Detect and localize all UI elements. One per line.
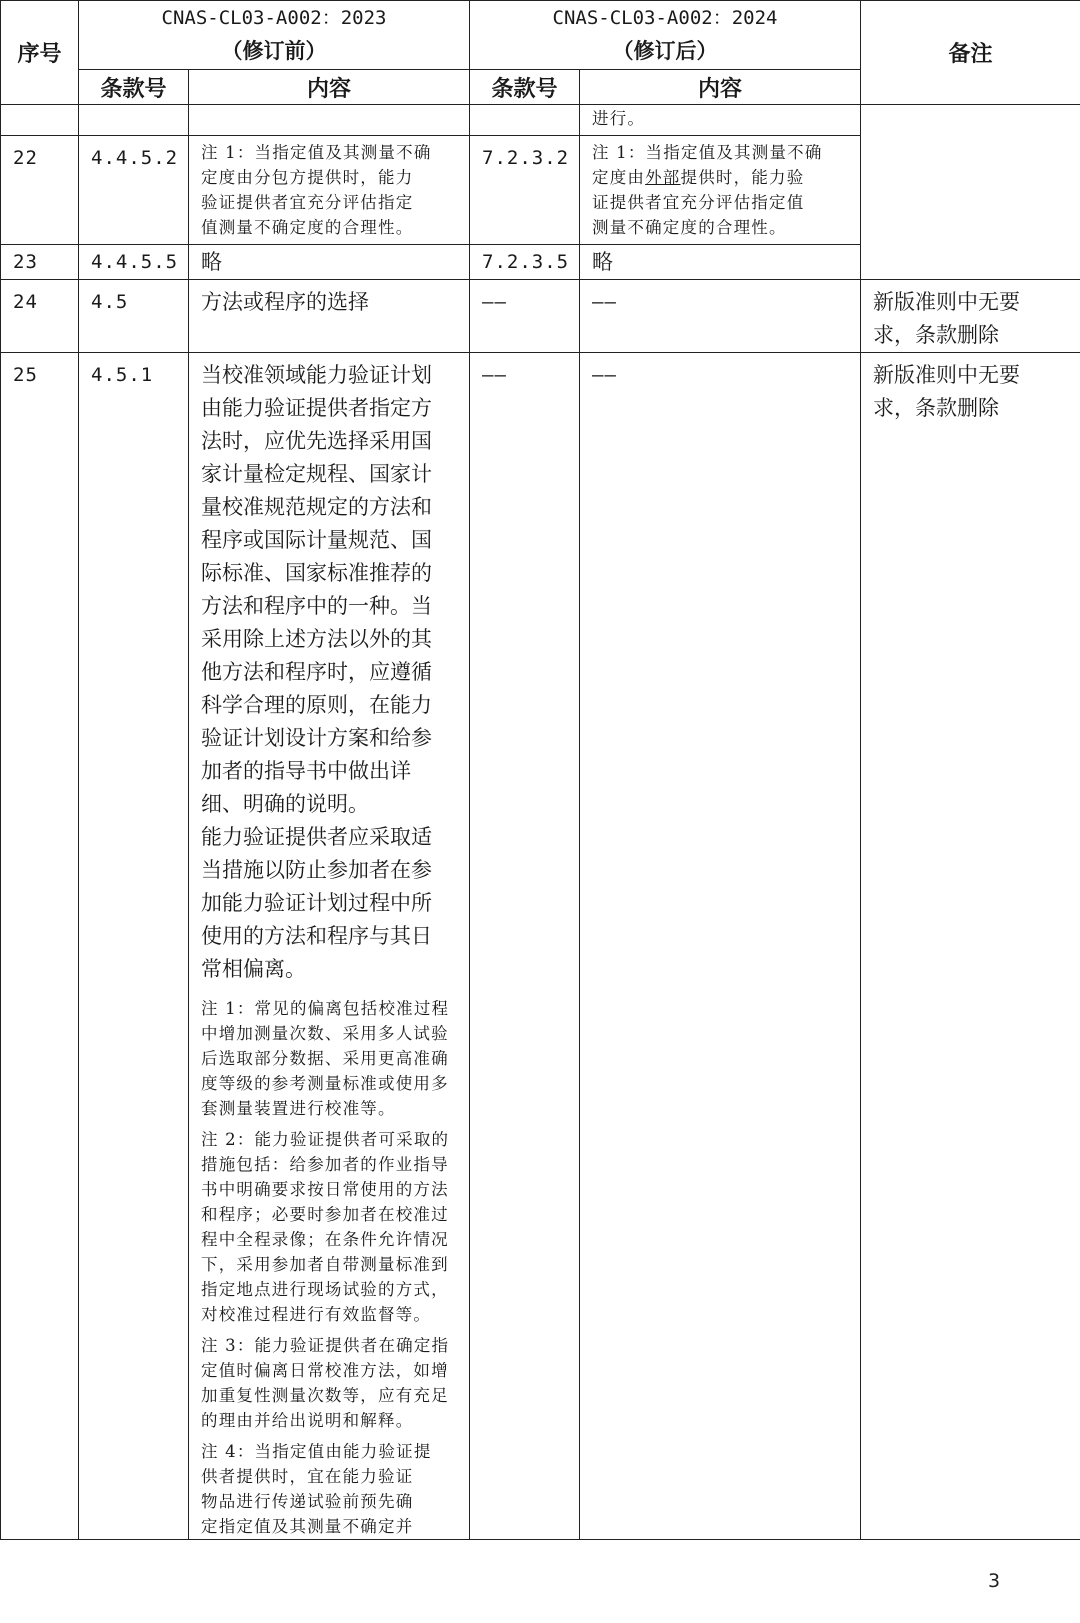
new-version-header — [470, 1, 861, 70]
note-3: 注 3：能力验证提供者在确定指 定值时偏离日常校准方法，如增 加重复性测量次数等，应有充足 的理由并给出说明和解释。 — [201, 1336, 450, 1430]
cont-old-clause — [79, 105, 189, 136]
row-seq: 22 — [1, 136, 79, 245]
continuation-row — [1, 105, 1080, 136]
row-old-content: 注 1：当指定值及其测量不确 定度由分包方提供时，能力 验证提供者宜充分评估指定 值测量不确定度的合理性。 — [189, 136, 470, 245]
row-seq: 24 — [1, 280, 79, 353]
row-old-content: 方法或程序的选择 — [189, 280, 470, 353]
row-old-clause: 4.5 — [79, 280, 189, 353]
row-new-content: 注 1：当指定值及其测量不确 定度由外部提供时，能力验 证提供者宜充分评估指定值 测量不确定度的合理性。 — [580, 136, 861, 245]
note-2: 注 2：能力验证提供者可采取的 措施包括：给参加者的作业指导 书中明确要求按日常使用的方法 和程序；必要时参加者在校准过 程中全程录像；在条件允许情况 下，采用参加者自带测量标准到 指定地点进行现场试验的方式， 对校准过程进行有效监督等。 — [201, 1130, 450, 1324]
cont-seq — [1, 105, 79, 136]
old-paragraph-2: 能力验证提供者应采取适 当措施以防止参加者在参 加能力验证计划过程中所 使用的方法和程序与其日 常相偏离。 — [201, 825, 432, 981]
row-old-content — [189, 353, 470, 1540]
old-clause-header: 条款号 — [79, 70, 189, 105]
old-version-subtitle: （修订前） — [221, 39, 327, 63]
row-new-content: 略 — [580, 245, 861, 280]
row-old-content: 略 — [189, 245, 470, 280]
page-number: 3 — [988, 1570, 1001, 1592]
row-old-clause: 4.4.5.2 — [79, 136, 189, 245]
old-version-title: CNAS-CL03-A002：2023 — [161, 7, 387, 29]
new-content-header: 内容 — [580, 70, 861, 105]
table-row — [1, 280, 1080, 353]
row-new-content: —— — [580, 280, 861, 353]
row-old-clause: 4.5.1 — [79, 353, 189, 1540]
row-seq: 23 — [1, 245, 79, 280]
cont-new-clause — [470, 105, 580, 136]
row-remark: 新版准则中无要 求，条款删除 — [861, 280, 1080, 353]
row-new-clause: —— — [470, 353, 580, 1540]
header-row — [1, 1, 1080, 70]
new-version-subtitle: （修订后） — [612, 39, 718, 63]
new-clause-header: 条款号 — [470, 70, 580, 105]
new-version-title: CNAS-CL03-A002：2024 — [552, 7, 778, 29]
changed-text: 外部 — [645, 168, 681, 187]
old-version-header — [79, 1, 470, 70]
note-1: 注 1：常见的偏离包括校准过程 中增加测量次数、采用多人试验 后选取部分数据、采用更高准确 度等级的参考测量标准或使用多 套测量装置进行校准等。 — [201, 999, 450, 1118]
row-new-clause: —— — [470, 280, 580, 353]
cont-remark — [861, 105, 1080, 280]
note-4: 注 4：当指定值由能力验证提 供者提供时，宜在能力验证 物品进行传递试验前预先确 定指定值及其测量不确定并 — [201, 1442, 432, 1536]
remark-header: 备注 — [861, 1, 1080, 105]
seq-header: 序号 — [1, 1, 79, 105]
table-row — [1, 353, 1080, 1540]
row-new-content: —— — [580, 353, 861, 1540]
row-remark: 新版准则中无要 求，条款删除 — [861, 353, 1080, 1540]
cont-old-content — [189, 105, 470, 136]
old-paragraph-1: 当校准领域能力验证计划 由能力验证提供者指定方 法时，应优先选择采用国 家计量检定规程、国家计 量校准规范规定的方法和 程序或国际计量规范、国 际标准、国家标准推荐的 方法和程序中的一种。当 采用除上述方法以外的其 他方法和程序时，应遵循 科学合理的原则，在能力 验证计划设计方案和给参 加者的指导书中做出详 细、明确的说明。 — [201, 363, 432, 816]
row-seq: 25 — [1, 353, 79, 1540]
cont-new-content: 进行。 — [580, 105, 861, 136]
old-content-header: 内容 — [189, 70, 470, 105]
row-new-clause: 7.2.3.5 — [470, 245, 580, 280]
row-old-clause: 4.4.5.5 — [79, 245, 189, 280]
row-new-clause: 7.2.3.2 — [470, 136, 580, 245]
